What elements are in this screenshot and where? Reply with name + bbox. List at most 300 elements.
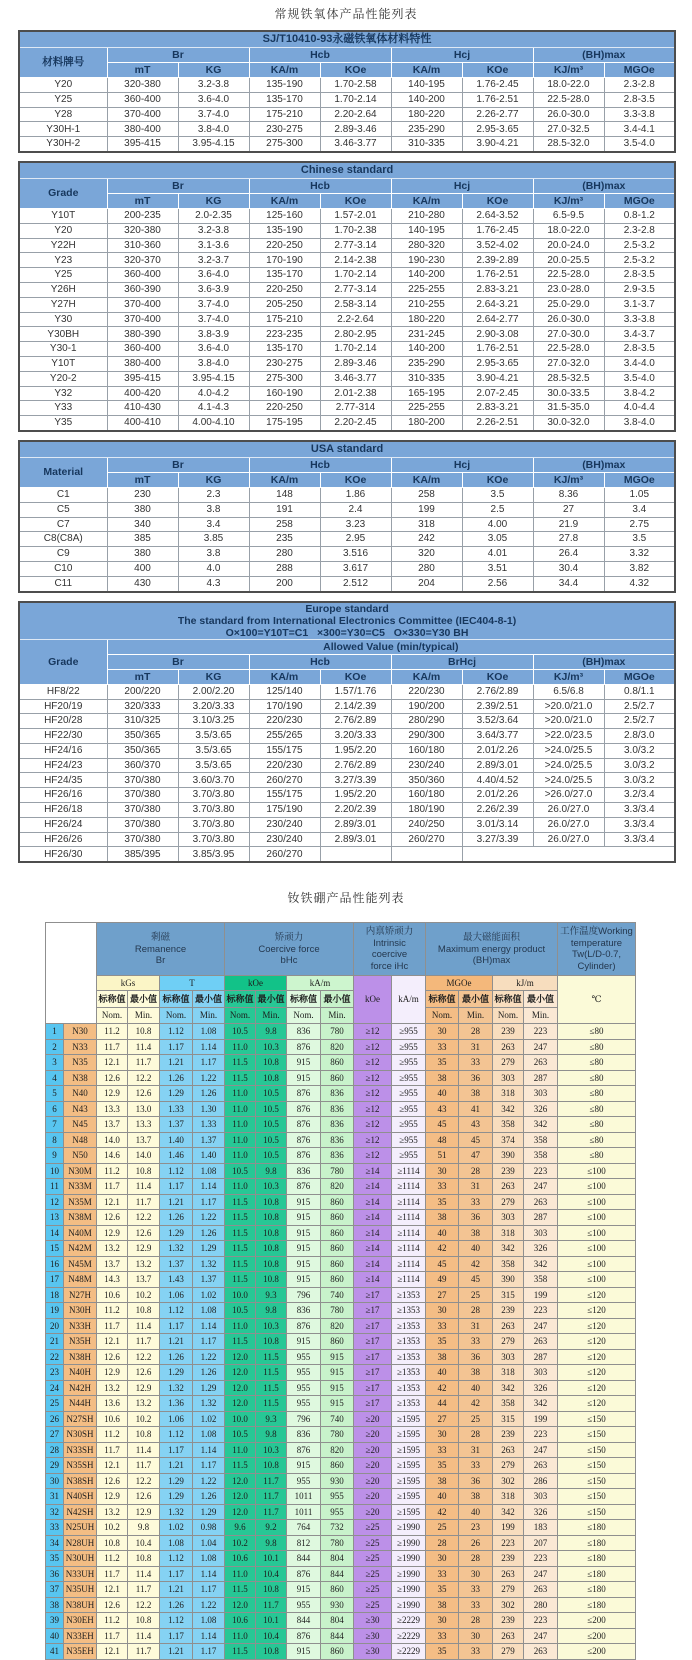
cell-bhmax-kjm3: 22.5-28.0 xyxy=(533,268,604,283)
cell-bhmax-mgoe-min: 38 xyxy=(459,1225,493,1241)
cell-ihc-kam: ≥955 xyxy=(392,1132,426,1148)
cell-br-t-nom: 1.29 xyxy=(160,1473,193,1489)
cell-br-t-nom: 1.26 xyxy=(160,1349,193,1365)
cell-hcj-kam: 220/230 xyxy=(391,684,462,699)
band-line: Europe standard xyxy=(305,602,389,615)
cell-bhmax-mgoe: 2.9-3.5 xyxy=(604,282,675,297)
cell-br-t-min: 1.26 xyxy=(193,1225,225,1241)
unit-header: MGOe xyxy=(604,472,675,487)
unit-header: KA/m xyxy=(391,669,462,684)
group-header: Br xyxy=(107,654,249,669)
cell-bhmax-kjm-nom: 318 xyxy=(493,1489,524,1505)
cell-hcj-koe: 3.27/3.39 xyxy=(462,832,533,847)
cell-br-kg: 4.00-4.10 xyxy=(178,416,249,431)
cell-br-kg: 4.3 xyxy=(178,576,249,591)
cell-hcj-koe: 1.76-2.51 xyxy=(462,342,533,357)
cell-br-kgs-min: 10.8 xyxy=(128,1613,160,1629)
cell-bhmax-mgoe: 2.8/3.0 xyxy=(604,729,675,744)
cell-grade: N35 xyxy=(64,1055,97,1071)
cell-hcb-koe: 1.57/1.76 xyxy=(320,684,391,699)
cell-row-num: 9 xyxy=(46,1148,64,1164)
cell-hcj-kam: 180-220 xyxy=(391,107,462,122)
unit-header: KJ/m³ xyxy=(533,193,604,208)
cell-hcj-kam: 280 xyxy=(391,561,462,576)
cell-bhmax-mgoe: 2.8-3.5 xyxy=(604,268,675,283)
cell-grade: N30 xyxy=(64,1024,97,1040)
cell-grade: N38M xyxy=(64,1210,97,1226)
cell-ihc-kam: ≥2229 xyxy=(392,1613,426,1629)
cell-bhc-koe-nom: 10.0 xyxy=(225,1287,256,1303)
cell-bhmax-kjm-nom: 279 xyxy=(493,1194,524,1210)
cell-ihc-kam: ≥2229 xyxy=(392,1628,426,1644)
unit-header: KG xyxy=(178,63,249,78)
cell-bhc-kam-min: 804 xyxy=(321,1551,354,1567)
cell-bhc-kam-min: 860 xyxy=(321,1225,354,1241)
cell-bhmax-mgoe-min: 40 xyxy=(459,1504,493,1520)
cell-work-temp: ≤100 xyxy=(558,1179,636,1195)
cell-br-kgs-nom: 11.7 xyxy=(97,1442,128,1458)
unit-header: KOe xyxy=(462,193,533,208)
cell-br-kgs-min: 9.8 xyxy=(128,1520,160,1536)
cell-br-kgs-nom: 12.6 xyxy=(97,1597,128,1613)
cell-br-t-nom: 1.43 xyxy=(160,1272,193,1288)
cell-hcj-kam: 320 xyxy=(391,547,462,562)
cell-row-num: 6 xyxy=(46,1101,64,1117)
cell-br-t-nom: 1.21 xyxy=(160,1644,193,1660)
cell-ihc-kam: ≥1990 xyxy=(392,1566,426,1582)
cell-bhc-koe-min: 10.8 xyxy=(256,1194,287,1210)
cell-bhmax-mgoe-min: 36 xyxy=(459,1210,493,1226)
cell-bhmax-kjm3: 20.0-25.5 xyxy=(533,253,604,268)
cell-br-t-min: 1.17 xyxy=(193,1194,225,1210)
unit-header: mT xyxy=(107,669,178,684)
band-line: force iHc xyxy=(370,960,409,972)
cell-br-kgs-nom: 13.7 xyxy=(97,1256,128,1272)
cell-bhc-kam-min: 930 xyxy=(321,1597,354,1613)
cell-bhc-kam-nom: 876 xyxy=(287,1179,321,1195)
cell-br-t-min: 1.14 xyxy=(193,1318,225,1334)
table-row xyxy=(19,107,675,122)
cell-bhc-kam-nom: 876 xyxy=(287,1086,321,1102)
cell-br-kgs-nom: 13.2 xyxy=(97,1241,128,1257)
cell-bhmax-kjm3: 18.0-22.0 xyxy=(533,78,604,93)
cell-row-num: 24 xyxy=(46,1380,64,1396)
cell-ihc-koe: ≥12 xyxy=(354,1070,392,1086)
cell-bhmax-mgoe-nom: 45 xyxy=(426,1117,459,1133)
cell-br-t-min: 0.98 xyxy=(193,1520,225,1536)
cell-br-t-min: 1.14 xyxy=(193,1039,225,1055)
nominal-label-en: Nom. xyxy=(97,1008,128,1024)
cell-br-kg: 3.5/3.65 xyxy=(178,758,249,773)
cell-br-kgs-min: 12.2 xyxy=(128,1210,160,1226)
cell-bhmax-kjm-min: 223 xyxy=(524,1163,558,1179)
cell-br-t-nom: 1.17 xyxy=(160,1442,193,1458)
cell-br-kgs-nom: 12.9 xyxy=(97,1086,128,1102)
table-row xyxy=(46,1318,636,1334)
cell-br-kgs-min: 12.2 xyxy=(128,1597,160,1613)
cell-hcj-kam: 210-255 xyxy=(391,297,462,312)
cell-bhmax-mgoe-nom: 33 xyxy=(426,1566,459,1582)
cell-br-kg: 3.2-3.7 xyxy=(178,253,249,268)
cell-grade: N38SH xyxy=(64,1473,97,1489)
cell-ihc-kam: ≥1114 xyxy=(392,1210,426,1226)
cell-bhmax-kjm-min: 326 xyxy=(524,1241,558,1257)
cell-hcb-koe: 2.14-2.38 xyxy=(320,253,391,268)
cell-bhc-kam-min: 836 xyxy=(321,1148,354,1164)
cell-bhc-kam-min: 955 xyxy=(321,1489,354,1505)
cell-ihc-koe: ≥17 xyxy=(354,1380,392,1396)
cell-bhmax-mgoe: 3.8-4.0 xyxy=(604,416,675,431)
cell-bhmax-mgoe-nom: 35 xyxy=(426,1055,459,1071)
minimum-label-en: Min. xyxy=(321,1008,354,1024)
cell-bhmax-kjm-nom: 390 xyxy=(493,1272,524,1288)
cell-bhmax-mgoe-min: 33 xyxy=(459,1458,493,1474)
group-header: Hcb xyxy=(249,48,391,63)
band-line: 工作温度Working xyxy=(560,926,633,938)
cell-bhmax-mgoe-min: 28 xyxy=(459,1427,493,1443)
cell-bhmax-mgoe: 2.3-2.8 xyxy=(604,223,675,238)
cell-bhc-kam-nom: 1011 xyxy=(287,1504,321,1520)
cell-bhc-koe-nom: 11.5 xyxy=(225,1334,256,1350)
cell-bhmax-kjm-min: 263 xyxy=(524,1194,558,1210)
cell-hcj-koe xyxy=(462,847,533,862)
cell-bhc-koe-min: 10.8 xyxy=(256,1458,287,1474)
cell-hcb-koe: 2.76/2.89 xyxy=(320,714,391,729)
table-row xyxy=(46,1628,636,1644)
cell-bhc-koe-min: 10.5 xyxy=(256,1101,287,1117)
cell-bhmax-mgoe-min: 33 xyxy=(459,1055,493,1071)
ferrite-table-2 xyxy=(18,161,676,432)
cell-grade: N27H xyxy=(64,1287,97,1303)
cell-bhc-koe-min: 9.3 xyxy=(256,1411,287,1427)
cell-bhmax-kjm-nom: 315 xyxy=(493,1411,524,1427)
cell-bhmax-mgoe-min: 41 xyxy=(459,1101,493,1117)
cell-grade: N30EH xyxy=(64,1613,97,1629)
cell-ihc-koe: ≥14 xyxy=(354,1256,392,1272)
cell-ihc-kam: ≥1595 xyxy=(392,1411,426,1427)
cell-hcb-kam: 230/240 xyxy=(249,832,320,847)
cell-grade: N40M xyxy=(64,1225,97,1241)
cell-grade: N33M xyxy=(64,1179,97,1195)
cell-work-temp: ≤100 xyxy=(558,1225,636,1241)
table-row xyxy=(19,684,675,699)
cell-br-mt: 360/370 xyxy=(107,758,178,773)
cell-row-num: 12 xyxy=(46,1194,64,1210)
cell-work-temp: ≤80 xyxy=(558,1039,636,1055)
cell-bhc-kam-min: 860 xyxy=(321,1272,354,1288)
cell-hcb-koe: 2.14/2.39 xyxy=(320,699,391,714)
cell-hcb-kam: 280 xyxy=(249,547,320,562)
minimum-label-en: Min. xyxy=(193,1008,225,1024)
cell-bhc-koe-nom: 11.5 xyxy=(225,1644,256,1660)
cell-bhc-koe-min: 10.8 xyxy=(256,1644,287,1660)
cell-hcj-koe: 2.26-2.51 xyxy=(462,416,533,431)
cell-bhmax-mgoe-nom: 38 xyxy=(426,1349,459,1365)
cell-work-temp: ≤150 xyxy=(558,1442,636,1458)
cell-bhmax-mgoe-min: 42 xyxy=(459,1396,493,1412)
cell-br-mt: 370/380 xyxy=(107,803,178,818)
cell-bhc-koe-min: 10.3 xyxy=(256,1318,287,1334)
cell-br-mt: 350/365 xyxy=(107,729,178,744)
cell-br-kgs-nom: 13.2 xyxy=(97,1380,128,1396)
cell-bhmax-mgoe-nom: 35 xyxy=(426,1644,459,1660)
cell-br-t-nom: 1.21 xyxy=(160,1582,193,1598)
cell-grade: C11 xyxy=(19,576,107,591)
cell-br-kg: 3.6-4.0 xyxy=(178,92,249,107)
cell-bhc-koe-nom: 11.0 xyxy=(225,1101,256,1117)
cell-bhc-kam-min: 860 xyxy=(321,1194,354,1210)
cell-br-kgs-nom: 11.2 xyxy=(97,1613,128,1629)
cell-hcb-koe: 2.89/3.01 xyxy=(320,832,391,847)
table-row xyxy=(46,1132,636,1148)
cell-ihc-koe: ≥25 xyxy=(354,1582,392,1598)
band-line: 剩磁 xyxy=(150,932,170,944)
cell-row-num: 27 xyxy=(46,1427,64,1443)
cell-grade: Y20 xyxy=(19,78,107,93)
cell-bhmax-kjm-nom: 239 xyxy=(493,1613,524,1629)
cell-ihc-kam: ≥1595 xyxy=(392,1442,426,1458)
cell-grade: HF26/26 xyxy=(19,832,107,847)
cell-br-t-nom: 1.08 xyxy=(160,1535,193,1551)
cell-bhc-koe-min: 10.8 xyxy=(256,1070,287,1086)
table-row xyxy=(46,1551,636,1567)
cell-grade: Y23 xyxy=(19,253,107,268)
ferrite-list-title: 常规铁氧体产品性能列表 xyxy=(274,7,418,21)
cell-bhmax-kjm3: 27 xyxy=(533,502,604,517)
cell-bhmax-kjm-min: 223 xyxy=(524,1427,558,1443)
cell-grade: N40SH xyxy=(64,1489,97,1505)
cell-hcb-koe: 2.20/2.39 xyxy=(320,803,391,818)
unit-header: mT xyxy=(107,63,178,78)
cell-hcb-kam: 175-210 xyxy=(249,312,320,327)
cell-br-kgs-min: 12.9 xyxy=(128,1241,160,1257)
table-row xyxy=(46,1597,636,1613)
cell-bhc-koe-min: 11.5 xyxy=(256,1365,287,1381)
cell-grade: N40 xyxy=(64,1086,97,1102)
cell-ihc-kam: ≥1353 xyxy=(392,1365,426,1381)
cell-hcb-kam: 191 xyxy=(249,502,320,517)
cell-bhmax-mgoe-nom: 44 xyxy=(426,1396,459,1412)
nominal-label-en: Nom. xyxy=(287,1008,321,1024)
cell-br-kg: 3.6-3.9 xyxy=(178,282,249,297)
cell-bhmax-kjm3: >24.0/25.5 xyxy=(533,743,604,758)
cell-bhmax-mgoe: 3.3/3.4 xyxy=(604,817,675,832)
cell-bhc-koe-min: 10.3 xyxy=(256,1442,287,1458)
cell-bhc-koe-min: 9.8 xyxy=(256,1024,287,1040)
cell-br-kg: 3.70/3.80 xyxy=(178,803,249,818)
cell-br-t-min: 1.32 xyxy=(193,1256,225,1272)
cell-br-kgs-min: 12.6 xyxy=(128,1365,160,1381)
cell-br-t-nom: 1.17 xyxy=(160,1179,193,1195)
cell-bhmax-mgoe: 4.32 xyxy=(604,576,675,591)
table-row xyxy=(19,561,675,576)
band-line: The standard from International Electronics Committee (IEC404-8-1) xyxy=(177,614,517,627)
cell-hcj-koe: 1.76-2.51 xyxy=(462,92,533,107)
cell-bhmax-mgoe-nom: 38 xyxy=(426,1210,459,1226)
cell-bhmax-kjm-min: 247 xyxy=(524,1179,558,1195)
cell-hcb-kam: 125-160 xyxy=(249,208,320,223)
cell-bhmax-mgoe-min: 33 xyxy=(459,1582,493,1598)
table-row xyxy=(19,238,675,253)
cell-br-t-nom: 1.12 xyxy=(160,1551,193,1567)
cell-row-num: 39 xyxy=(46,1613,64,1629)
cell-bhc-koe-min: 10.8 xyxy=(256,1582,287,1598)
cell-work-temp: ≤80 xyxy=(558,1101,636,1117)
cell-hcb-koe: 2.89-3.46 xyxy=(320,122,391,137)
cell-br-mt: 370/380 xyxy=(107,832,178,847)
table-row xyxy=(19,312,675,327)
cell-hcj-kam: 260/270 xyxy=(391,832,462,847)
cell-bhc-koe-min: 10.8 xyxy=(256,1272,287,1288)
cell-hcj-koe: 3.64/3.77 xyxy=(462,729,533,744)
cell-hcj-koe: 2.76/2.89 xyxy=(462,684,533,699)
unit-header: KA/m xyxy=(249,63,320,78)
cell-bhmax-kjm-nom: 342 xyxy=(493,1101,524,1117)
cell-hcb-kam: 230-275 xyxy=(249,122,320,137)
cell-ihc-koe: ≥20 xyxy=(354,1442,392,1458)
cell-work-temp: ≤100 xyxy=(558,1272,636,1288)
cell-br-t-min: 1.14 xyxy=(193,1628,225,1644)
table-row xyxy=(46,1644,636,1660)
unit-header: KOe xyxy=(320,472,391,487)
cell-hcb-koe: 1.70-2.14 xyxy=(320,268,391,283)
cell-bhc-kam-nom: 836 xyxy=(287,1427,321,1443)
band-line: Intrinsic xyxy=(373,937,406,949)
table-row xyxy=(46,1241,636,1257)
cell-bhc-koe-min: 9.3 xyxy=(256,1287,287,1303)
cell-grade: N48M xyxy=(64,1272,97,1288)
cell-bhc-koe-nom: 11.5 xyxy=(225,1256,256,1272)
cell-bhc-kam-nom: 915 xyxy=(287,1458,321,1474)
cell-bhmax-mgoe-nom: 43 xyxy=(426,1101,459,1117)
cell-grade: N45M xyxy=(64,1256,97,1272)
cell-hcb-kam: 255/265 xyxy=(249,729,320,744)
cell-bhmax-mgoe-nom: 38 xyxy=(426,1070,459,1086)
cell-ihc-koe: ≥12 xyxy=(354,1148,392,1164)
cell-br-t-nom: 1.21 xyxy=(160,1334,193,1350)
cell-bhc-kam-nom: 955 xyxy=(287,1365,321,1381)
cell-bhmax-mgoe: 3.3/3.4 xyxy=(604,832,675,847)
table-row xyxy=(46,1365,636,1381)
table-row xyxy=(46,1194,636,1210)
table-row xyxy=(46,1101,636,1117)
cell-br-kgs-nom: 11.7 xyxy=(97,1628,128,1644)
cell-bhmax-mgoe-min: 31 xyxy=(459,1442,493,1458)
cell-bhmax-kjm-nom: 239 xyxy=(493,1551,524,1567)
cell-bhc-kam-min: 820 xyxy=(321,1318,354,1334)
cell-work-temp: ≤180 xyxy=(558,1597,636,1613)
cell-work-temp: ≤150 xyxy=(558,1427,636,1443)
cell-br-kgs-min: 10.2 xyxy=(128,1411,160,1427)
cell-br-t-nom: 1.02 xyxy=(160,1520,193,1536)
cell-br-kgs-nom: 12.6 xyxy=(97,1349,128,1365)
cell-bhc-kam-nom: 764 xyxy=(287,1520,321,1536)
cell-bhmax-mgoe-min: 25 xyxy=(459,1287,493,1303)
cell-br-kgs-nom: 13.3 xyxy=(97,1101,128,1117)
cell-hcj-kam: 310-335 xyxy=(391,371,462,386)
cell-hcj-koe: 3.52-4.02 xyxy=(462,238,533,253)
cell-bhmax-kjm-nom: 315 xyxy=(493,1287,524,1303)
cell-bhmax-kjm3: 30.4 xyxy=(533,561,604,576)
cell-bhc-koe-nom: 10.6 xyxy=(225,1551,256,1567)
cell-bhc-kam-min: 804 xyxy=(321,1613,354,1629)
cell-ihc-kam: ≥1114 xyxy=(392,1163,426,1179)
cell-ihc-kam: ≥1353 xyxy=(392,1349,426,1365)
cell-row-num: 5 xyxy=(46,1086,64,1102)
cell-bhmax-mgoe-nom: 42 xyxy=(426,1241,459,1257)
cell-bhc-koe-nom: 10.5 xyxy=(225,1163,256,1179)
cell-bhmax-kjm-min: 280 xyxy=(524,1597,558,1613)
cell-work-temp: ≤80 xyxy=(558,1148,636,1164)
cell-hcb-kam: 260/270 xyxy=(249,847,320,862)
cell-work-temp: ≤180 xyxy=(558,1566,636,1582)
cell-work-temp: ≤120 xyxy=(558,1303,636,1319)
band-line: Cylinder) xyxy=(577,960,616,972)
cell-row-num: 19 xyxy=(46,1303,64,1319)
cell-br-mt: 395-415 xyxy=(107,137,178,152)
cell-grade: HF26/30 xyxy=(19,847,107,862)
cell-work-temp: ≤200 xyxy=(558,1613,636,1629)
cell-bhc-kam-nom: 876 xyxy=(287,1039,321,1055)
cell-br-t-min: 1.17 xyxy=(193,1334,225,1350)
unit-t: T xyxy=(160,976,225,991)
cell-br-t-min: 1.08 xyxy=(193,1303,225,1319)
cell-hcb-koe: 2.77-314 xyxy=(320,401,391,416)
cell-bhc-koe-nom: 12.0 xyxy=(225,1396,256,1412)
cell-grade: Y33 xyxy=(19,401,107,416)
cell-bhmax-kjm3: >20.0/21.0 xyxy=(533,699,604,714)
table-row xyxy=(19,788,675,803)
cell-ihc-koe: ≥17 xyxy=(354,1334,392,1350)
cell-bhc-kam-nom: 796 xyxy=(287,1411,321,1427)
band-line: Tw(L/D-0.7, xyxy=(571,949,622,961)
cell-br-t-nom: 1.32 xyxy=(160,1241,193,1257)
cell-bhc-kam-min: 860 xyxy=(321,1070,354,1086)
cell-br-t-min: 1.26 xyxy=(193,1086,225,1102)
cell-bhc-kam-nom: 915 xyxy=(287,1644,321,1660)
cell-br-kgs-min: 11.7 xyxy=(128,1458,160,1474)
cell-br-mt: 340 xyxy=(107,517,178,532)
table-row xyxy=(46,1024,636,1040)
cell-bhmax-kjm-min: 303 xyxy=(524,1365,558,1381)
band-line: 矫顽力 xyxy=(274,932,304,944)
cell-bhmax-mgoe: 3.3-3.8 xyxy=(604,312,675,327)
cell-br-kg: 3.2-3.8 xyxy=(178,78,249,93)
cell-ihc-kam: ≥1990 xyxy=(392,1597,426,1613)
cell-br-kg: 2.00/2.20 xyxy=(178,684,249,699)
cell-hcb-kam: 260/270 xyxy=(249,773,320,788)
cell-br-kgs-nom: 13.6 xyxy=(97,1396,128,1412)
cell-bhmax-mgoe-min: 36 xyxy=(459,1473,493,1489)
cell-bhc-kam-nom: 955 xyxy=(287,1597,321,1613)
cell-br-t-nom: 1.17 xyxy=(160,1318,193,1334)
cell-bhc-koe-nom: 9.6 xyxy=(225,1520,256,1536)
cell-ihc-kam: ≥1990 xyxy=(392,1520,426,1536)
cell-bhmax-kjm-min: 342 xyxy=(524,1396,558,1412)
cell-hcj-koe: 4.01 xyxy=(462,547,533,562)
cell-bhc-kam-nom: 1011 xyxy=(287,1489,321,1505)
cell-grade: Y27H xyxy=(19,297,107,312)
cell-bhmax-mgoe-nom: 30 xyxy=(426,1024,459,1040)
cell-bhmax-mgoe: 3.5-4.0 xyxy=(604,371,675,386)
cell-bhmax-mgoe-nom: 30 xyxy=(426,1551,459,1567)
cell-bhmax-kjm3: 26.0/27.0 xyxy=(533,817,604,832)
cell-bhmax-kjm-min: 287 xyxy=(524,1070,558,1086)
cell-hcj-koe: 2.26-2.77 xyxy=(462,107,533,122)
cell-hcb-koe: 3.20/3.33 xyxy=(320,729,391,744)
table-row xyxy=(19,714,675,729)
cell-br-mt: 320-370 xyxy=(107,253,178,268)
